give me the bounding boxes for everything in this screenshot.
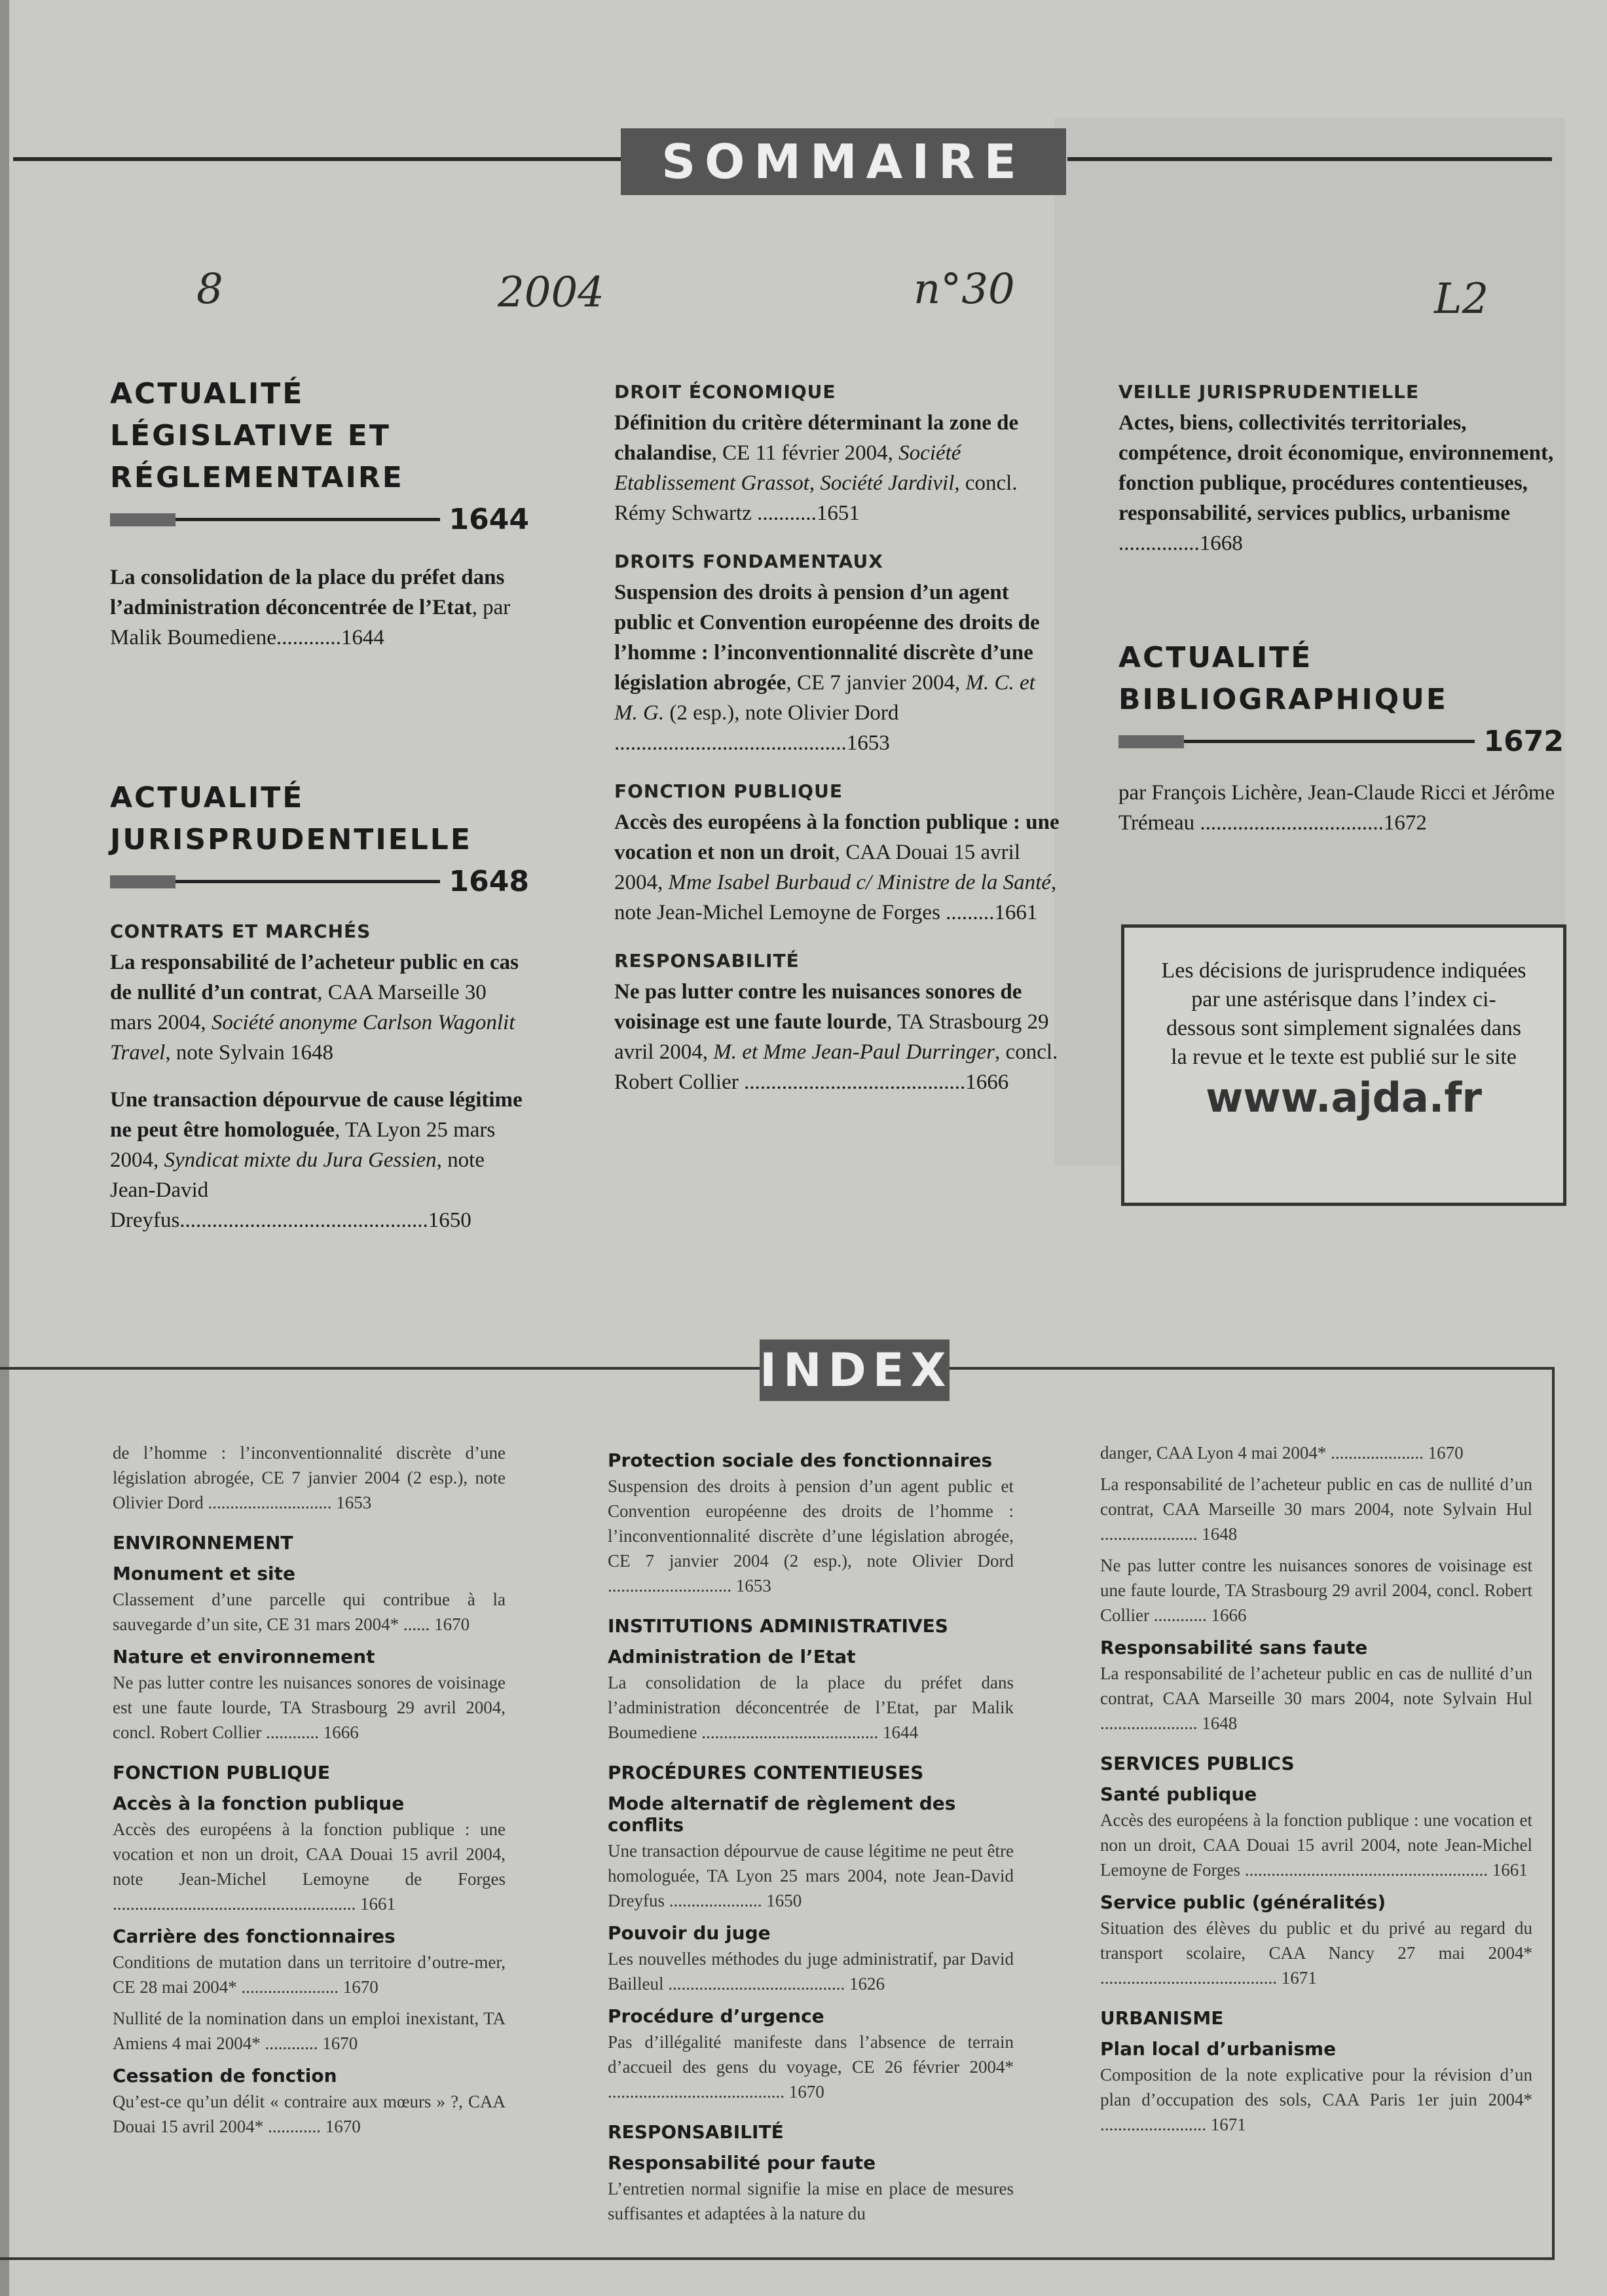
section-bar [110,865,529,898]
section-bar [1118,725,1564,758]
section-page-number: 1644 [449,503,529,536]
sommaire-entry[interactable]: Actes, biens, collectivités territoriales, compétence, droit économique, environnement, fonction publique, procédures contentieuses, responsabilité, services publics, urbanisme ...............1668 [1118,411,1554,555]
index-entry[interactable]: L’entretien normal signifie la mise en place de mesures suffisantes et adaptées à la nature du [608,2179,1014,2223]
sommaire-column-1 [110,373,529,1252]
entry-title: Une transaction dépourvue de cause légitime ne peut être homologuée [110,1088,523,1142]
index-category: URBANISME [1100,2007,1224,2029]
index-category: ENVIRONNEMENT [113,1532,293,1554]
entry-reference: , par Malik Boumediene............1644 [110,596,511,649]
index-category: RESPONSABILITÉ [608,2121,784,2143]
sommaire-entry[interactable]: Une transaction dépourvue de cause légitime ne peut être homologuée, TA Lyon 25 mars 2004, Syndicat mixte du Jura Gessien, note Jean-David Dreyfus..............................................1650 [110,1088,523,1232]
section-title-jurisprudentielle: ACTUALITÉ JURISPRUDENTIELLE [110,781,472,856]
index-subcategory: Accès à la fonction publique [113,1793,405,1814]
index-entry[interactable]: Classement d’une parcelle qui contribue à la sauvegarde d’un site, CE 31 mars 2004* ...... 1670 [113,1590,506,1634]
index-entry[interactable]: Accès des européens à la fonction publique : une vocation et non un droit, CAA Douai 15 avril 2004, note Jean-Michel Lemoyne de Forges ....................................................... 1661 [113,1819,506,1914]
index-subcategory: Plan local d’urbanisme [1100,2038,1337,2060]
section-bar [110,503,529,536]
category-label: CONTRATS ET MARCHÉS [110,920,371,942]
index-subcategory: Responsabilité sans faute [1100,1637,1368,1658]
index-subcategory: Pouvoir du juge [608,1922,771,1944]
index-subcategory: Cessation de fonction [113,2065,337,2086]
notice-box [1121,924,1566,1206]
header-rule-left [13,157,622,161]
index-entry[interactable]: La responsabilité de l’acheteur public en cas de nullité d’un contrat, CAA Marseille 30 mars 2004, note Sylvain Hul ...................... 1648 [1100,1474,1532,1544]
index-entry[interactable]: Composition de la note explicative pour la révision d’un plan d’occupation des sols, CAA Paris 1er juin 2004* ........................ 1671 [1100,2065,1532,2134]
index-category: PROCÉDURES CONTENTIEUSES [608,1762,924,1783]
section-page-number: 1648 [449,865,529,898]
handwritten-note-year: 2004 [498,268,604,317]
category-label: VEILLE JURISPRUDENTIELLE [1118,381,1420,403]
index-entry[interactable]: Pas d’illégalité manifeste dans l’absence de terrain d’accueil des gens du voyage, CE 26 février 2004* ........................................ 1670 [608,2032,1014,2102]
category-label: RESPONSABILITÉ [614,950,800,972]
index-entry[interactable]: Qu’est-ce qu’un délit « contraire aux mœurs » ?, CAA Douai 15 avril 2004* ............ 1670 [113,2092,506,2136]
index-entry[interactable]: Nullité de la nomination dans un emploi inexistant, TA Amiens 4 mai 2004* ............ 1670 [113,2009,506,2053]
sommaire-column-3 [1118,367,1564,855]
index-subcategory: Santé publique [1100,1783,1257,1805]
index-subcategory: Monument et site [113,1563,295,1584]
entry-title: La responsabilité de l’acheteur public en cas de nullité d’un contrat [110,951,519,1004]
index-entry[interactable]: Ne pas lutter contre les nuisances sonores de voisinage est une faute lourde, TA Strasbourg 29 avril 2004, concl. Robert Collier ............ 1666 [1100,1556,1532,1625]
header-rule-right [1067,157,1552,161]
index-banner: INDEX [760,1339,950,1401]
sommaire-entry[interactable]: Suspension des droits à pension d’un agent public et Convention européenne des droits de l’homme : l’inconventionnalité discrète d’une législation abrogée, CE 7 janvier 2004, M. C. et M. G. (2 esp.), note Olivier Dord ...........................................1653 [614,581,1040,755]
index-entry[interactable]: danger, CAA Lyon 4 mai 2004* ..................... 1670 [1100,1443,1464,1463]
index-column-1 [113,1440,506,2145]
index-category: SERVICES PUBLICS [1100,1753,1295,1774]
category-label: DROIT ÉCONOMIQUE [614,381,836,403]
index-entry[interactable]: La responsabilité de l’acheteur public en cas de nullité d’un contrat, CAA Marseille 30 mars 2004, note Sylvain Hul ...................... 1648 [1100,1664,1532,1733]
sommaire-entry[interactable]: La responsabilité de l’acheteur public en cas de nullité d’un contrat, CAA Marseille 30 mars 2004, Société anonyme Carlson Wagonlit Travel, note Sylvain 1648 [110,951,519,1065]
handwritten-note-1: 8 [196,265,223,314]
sommaire-entry[interactable] [110,562,529,653]
index-subcategory: Nature et environnement [113,1646,375,1667]
sommaire-entry[interactable]: Accès des européens à la fonction publique : une vocation et non un droit, CAA Douai 15 avril 2004, Mme Isabel Burbaud c/ Ministre de la Santé, note Jean-Michel Lemoyne de Forges .........1661 [614,811,1060,924]
index-column-3 [1100,1440,1532,2143]
website-link[interactable]: www.ajda.fr [1206,1074,1482,1121]
sommaire-entry[interactable]: par François Lichère, Jean-Claude Ricci et Jérôme Trémeau ..................................1672 [1118,781,1555,835]
index-entry[interactable]: de l’homme : l’inconventionnalité discrète d’une législation abrogée, CE 7 janvier 2004 (2 esp.), note Olivier Dord ............................ 1653 [113,1443,506,1512]
category-label: DROITS FONDAMENTAUX [614,551,883,572]
index-entry[interactable]: Ne pas lutter contre les nuisances sonores de voisinage est une faute lourde, TA Strasbourg 29 avril 2004, concl. Robert Collier ............ 1666 [113,1673,506,1742]
entry-title: La consolidation de la place du préfet dans l’administration déconcentrée de l’Etat [110,566,505,619]
index-subcategory: Protection sociale des fonctionnaires [608,1449,993,1471]
index-entry[interactable]: Suspension des droits à pension d’un agent public et Convention européenne des droits de l’homme : l’inconventionnalité discrète d’une législation abrogée, CE 7 janvier 2004 (2 esp.), note Olivier Dord ............................ 1653 [608,1476,1014,1595]
index-subcategory: Procédure d’urgence [608,2005,824,2027]
index-subcategory: Mode alternatif de règlement des conflits [608,1793,956,1836]
notice-text: Les décisions de jurisprudence indiquées par une astérisque dans l’index ci-dessous sont simplement signalées dans la revue et le texte est publié sur le site [1161,958,1526,1069]
index-entry[interactable]: La consolidation de la place du préfet dans l’administration déconcentrée de l’Etat, par Malik Boumediene ........................................ 1644 [608,1673,1014,1742]
index-entry[interactable]: Accès des européens à la fonction publique : une vocation et non un droit, CAA Douai 15 avril 2004, note Jean-Michel Lemoyne de Forges ....................................................... 1661 [1100,1810,1532,1880]
section-page-number: 1672 [1483,725,1564,758]
index-category: FONCTION PUBLIQUE [113,1762,330,1783]
sommaire-entry[interactable]: Ne pas lutter contre les nuisances sonores de voisinage est une faute lourde, TA Strasbourg 29 avril 2004, M. et Mme Jean-Paul Durringer, concl. Robert Collier .........................................1666 [614,980,1058,1094]
index-subcategory: Service public (généralités) [1100,1891,1386,1913]
category-label: FONCTION PUBLIQUE [614,780,843,802]
index-subcategory: Responsabilité pour faute [608,2152,876,2174]
sommaire-entry[interactable]: Définition du critère déterminant la zone de chalandise, CE 11 février 2004, Société Etablissement Grassot, Société Jardivil, concl. Rémy Schwartz ...........1651 [614,411,1019,525]
index-entry[interactable]: Situation des élèves du public et du privé au regard du transport scolaire, CAA Nancy 27 mai 2004* ........................................ 1671 [1100,1918,1532,1988]
index-entry[interactable]: Une transaction dépourvue de cause légitime ne peut être homologuée, TA Lyon 25 mars 2004, note Jean-David Dreyfus ..................... 1650 [608,1841,1014,1910]
index-subcategory: Carrière des fonctionnaires [113,1925,396,1947]
index-entry[interactable]: Conditions de mutation dans un territoire d’outre-mer, CE 28 mai 2004* ...................... 1670 [113,1952,506,1997]
sommaire-column-2 [614,367,1060,1114]
section-title-legislative: ACTUALITÉ LÉGISLATIVE ET RÉGLEMENTAIRE [110,377,404,494]
index-category: INSTITUTIONS ADMINISTRATIVES [608,1615,948,1637]
index-column-2 [608,1440,1014,2232]
index-entry[interactable]: Les nouvelles méthodes du juge administratif, par David Bailleul ........................................ 1626 [608,1949,1014,1994]
section-title-bibliographique: ACTUALITÉ BIBLIOGRAPHIQUE [1118,641,1448,716]
handwritten-note-issue: n°30 [914,265,1015,314]
handwritten-note-l2: L2 [1434,275,1489,323]
sommaire-banner: SOMMAIRE [621,128,1066,195]
index-subcategory: Administration de l’Etat [608,1646,856,1667]
